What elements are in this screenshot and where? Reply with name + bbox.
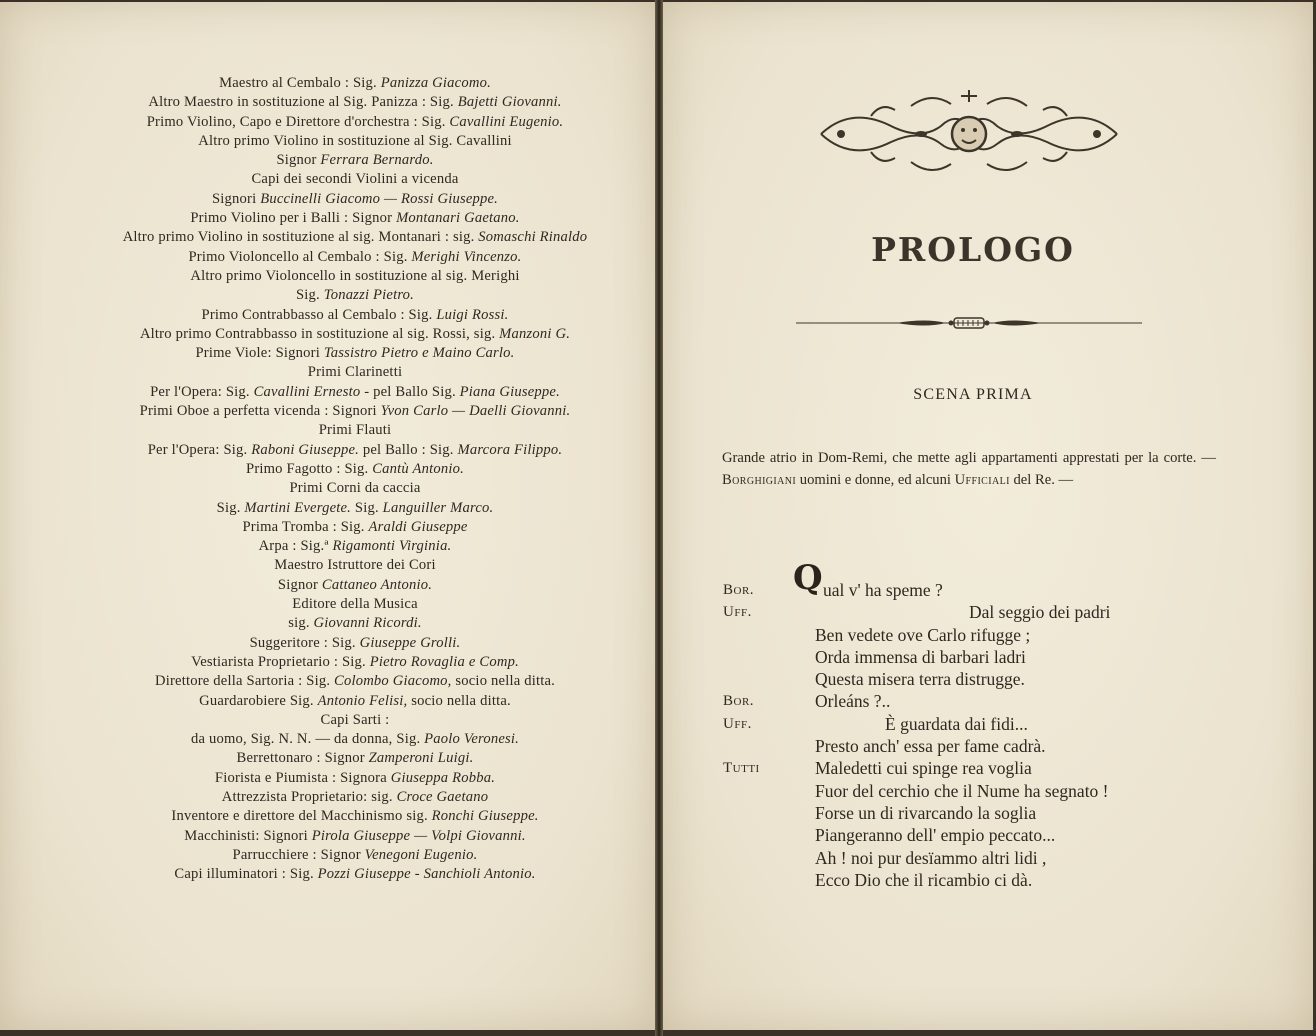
credit-role: Editore della Musica (292, 596, 418, 613)
credit-role: Altro primo Violoncello in sostituzione al sig. Merighi (190, 267, 520, 284)
credit-person-name: Luigi Rossi. (436, 306, 509, 323)
credit-person-name: Zamperoni Luigi. (368, 750, 474, 767)
credit-line (70, 209, 640, 228)
credit-role: Per l'Opera: Sig. (147, 441, 252, 458)
credit-line (70, 672, 640, 691)
credit-line (70, 556, 640, 575)
credit-person-name: Somaschi Rinaldo (478, 229, 588, 246)
personnel-list (70, 74, 640, 884)
credit-role: Primi Flauti (318, 422, 392, 439)
speaker-label: Tutti (723, 760, 760, 777)
credit-person-name: Yvon Carlo — Daelli Giovanni. (380, 403, 571, 420)
credit-line (70, 248, 640, 267)
credit-person-name: Tassistro Pietro e Maino Carlo. (323, 345, 515, 362)
credit-role: Direttore della Sartoria : Sig. (154, 673, 335, 690)
credit-line (70, 93, 640, 112)
credit-line (70, 846, 640, 865)
verse-text: Fuor del cerchio che il Nume ha segnato ! (815, 780, 1109, 801)
credit-person-name: Ferrara Bernardo. (320, 152, 434, 169)
credit-person-name: Pietro Rovaglia e Comp. (369, 653, 519, 670)
page-heading: PROLOGO (871, 230, 1075, 269)
credit-role: Primo Violoncello al Cembalo : Sig. (188, 248, 412, 265)
credit-role: Primo Violino per i Balli : Signor (190, 210, 397, 227)
credit-person-name: Cattaneo Antonio. (321, 576, 433, 593)
credit-line (70, 74, 640, 93)
credit-line (70, 479, 640, 498)
credit-person-name: Colombo Giacomo, (334, 673, 452, 690)
credit-role: pel Ballo : Sig. (359, 441, 458, 458)
credit-role: Primi Clarinetti (307, 364, 403, 381)
credit-person-name: Rigamonti Virginia. (332, 538, 452, 555)
verse-line (723, 624, 1243, 646)
credit-line (70, 692, 640, 711)
credit-role: Primi Oboe a perfetta vicenda : Signori (139, 403, 381, 420)
credit-role: Altro primo Violino in sostituzione al sig. Montanari : sig. (122, 229, 479, 246)
credit-line (70, 518, 640, 537)
credit-line (70, 595, 640, 614)
credit-role: Altro primo Contrabbasso in sostituzione al sig. Rossi, sig. (139, 325, 500, 342)
credit-role: Primi Corni da caccia (289, 480, 421, 497)
credit-role: Capi dei secondi Violini a vicenda (251, 171, 459, 188)
verse-text: Ecco Dio che il ricambio ci dà. (815, 869, 1033, 890)
verse-text: Orda immensa di barbari ladri (815, 646, 1026, 667)
credit-line (70, 634, 640, 653)
credit-person-name: Venegoni Eugenio. (364, 846, 478, 863)
credit-person-name: Bajetti Giovanni. (457, 94, 562, 111)
verse-text: Dal seggio dei padri (969, 602, 1111, 623)
credit-role: Sig. (295, 287, 324, 304)
credit-role: Suggeritore : Sig. (249, 634, 360, 651)
verse-text: Questa misera terra distrugge. (815, 669, 1025, 690)
credit-role: Macchinisti: Signori (184, 827, 312, 844)
verse-line (723, 646, 1243, 668)
credit-line (70, 711, 640, 730)
speaker-label: Uff. (723, 604, 752, 621)
credit-line (70, 769, 640, 788)
credit-role: Attrezzista Proprietario: sig. (221, 788, 397, 805)
credit-line (70, 653, 640, 672)
credit-line (70, 151, 640, 170)
verse-line (723, 869, 1243, 891)
credit-person-name: Cavallini Eugenio. (449, 113, 564, 130)
credit-person-name: Raboni Giuseppe. (251, 441, 359, 458)
credit-line (70, 499, 640, 518)
verse-line (723, 601, 1243, 623)
credit-role: Signor (277, 576, 322, 593)
credit-person-name: Ronchi Giuseppe. (431, 808, 539, 825)
credit-line (70, 865, 640, 884)
credit-role: Prima Tromba : Sig. (242, 518, 369, 535)
verse-text: Orleáns ?.. (815, 691, 891, 712)
credit-line (70, 286, 640, 305)
credit-line (70, 190, 640, 209)
verse-text: Forse un di rivarcando la soglia (815, 802, 1037, 823)
credit-person-name: Montanari Gaetano. (396, 210, 520, 227)
verse-line (723, 668, 1243, 690)
credit-line (70, 788, 640, 807)
verse-text: Ben vedete ove Carlo rifugge ; (815, 624, 1031, 645)
credit-line (70, 537, 640, 556)
verse-line (723, 757, 1243, 779)
decorative-rule-icon (796, 315, 1142, 331)
credit-line (70, 807, 640, 826)
credit-role: Signori (211, 190, 261, 207)
credit-role: Altro Maestro in sostituzione al Sig. Panizza : Sig. (148, 94, 458, 111)
credit-person-name: Languiller Marco. (382, 499, 494, 516)
verse-line (723, 780, 1243, 802)
credit-line (70, 132, 640, 151)
verse-line (723, 713, 1243, 735)
credit-role: Primo Contrabbasso al Cembalo : Sig. (201, 306, 437, 323)
verse-text: ual v' ha speme ? (823, 580, 943, 600)
credit-person-name: Pozzi Giuseppe - Sanchioli Antonio. (317, 866, 536, 883)
credit-role: - pel Ballo Sig. (360, 383, 460, 400)
credit-person-name: Manzoni G. (499, 325, 571, 342)
verse-line (723, 558, 1243, 601)
credit-role: Berrettonaro : Signor (236, 750, 369, 767)
credit-role: socio nella ditta. (407, 692, 511, 709)
speaker-label: Uff. (723, 715, 752, 732)
credit-role: Capi Sarti : (320, 711, 390, 728)
credit-role: Sig. (216, 499, 245, 516)
credit-role: Primo Violino, Capo e Direttore d'orchestra : Sig. (146, 113, 450, 130)
credit-line (70, 402, 640, 421)
credit-line (70, 614, 640, 633)
verse-line (723, 690, 1243, 712)
credit-line (70, 383, 640, 402)
credit-person-name: Piana Giuseppe. (459, 383, 560, 400)
verse-text: Presto anch' essa per fame cadrà. (815, 736, 1046, 757)
credit-role: socio nella ditta. (451, 673, 556, 690)
drop-cap: Q (793, 558, 823, 598)
credit-role: Fiorista e Piumista : Signora (214, 769, 391, 786)
verse-text: Ah ! noi pur desïammo altri lidi , (815, 847, 1047, 868)
credit-person-name: Giovanni Ricordi. (313, 615, 422, 632)
speaker-label: Bor. (723, 693, 755, 710)
verse-line (723, 802, 1243, 824)
description-text: del Re. — (1009, 472, 1074, 488)
credit-role: Altro primo Violino in sostituzione al Sig. Cavallini (198, 132, 512, 149)
credit-role: Primo Fagotto : Sig. (246, 460, 373, 477)
verse-block (723, 558, 1243, 891)
credit-person-name: Cantù Antonio. (372, 460, 464, 477)
verse-text: È guardata dai fidi... (885, 713, 1028, 734)
credit-person-name: Giuseppa Robba. (390, 769, 496, 786)
verse-line (723, 824, 1243, 846)
credit-person-name: Giuseppe Grolli. (359, 634, 461, 651)
credit-role: Guardarobiere Sig. (199, 692, 318, 709)
credit-person-name: Merighi Vincenzo. (411, 248, 522, 265)
credit-person-name: Croce Gaetano (396, 788, 489, 805)
credit-role: Maestro al Cembalo : Sig. (219, 75, 381, 91)
credit-role: Vestiarista Proprietario : Sig. (191, 653, 370, 670)
credit-line (70, 267, 640, 286)
credit-person-name: Paolo Veronesi. (424, 731, 520, 748)
credit-person-name: Cavallini Ernesto (253, 383, 361, 400)
credit-line (70, 749, 640, 768)
credit-line (70, 170, 640, 189)
credit-role: Per l'Opera: Sig. (150, 383, 254, 400)
speaker-label: Bor. (723, 582, 755, 598)
verse-line (723, 735, 1243, 757)
scene-description (722, 447, 1216, 491)
credit-person-name: Buccinelli Giacomo — Rossi Giuseppe. (260, 190, 499, 207)
credit-role: Inventore e direttore del Macchinismo sig. (171, 808, 432, 825)
book-gutter (655, 0, 663, 1036)
credit-role: Arpa : Sig.ª (258, 538, 333, 555)
scene-title: SCENA PRIMA (913, 386, 1033, 403)
credit-role: Capi illuminatori : Sig. (174, 866, 318, 883)
description-smallcaps: Borghigiani (722, 472, 797, 488)
verse-line (723, 847, 1243, 869)
credit-line (70, 344, 640, 363)
credit-line (70, 827, 640, 846)
description-smallcaps: Ufficiali (954, 472, 1010, 488)
credit-role: Maestro Istruttore dei Cori (274, 557, 436, 574)
ornament-cherub-icon (811, 86, 1127, 182)
credit-person-name: Pirola Giuseppe — Volpi Giovanni. (311, 827, 526, 844)
credit-line (70, 421, 640, 440)
credit-person-name: Araldi Giuseppe (368, 518, 468, 535)
credit-role: Parrucchiere : Signor (232, 846, 365, 863)
description-text: uomini e donne, ed alcuni (796, 472, 955, 488)
credit-role: sig. (288, 615, 314, 632)
credit-role: Prime Viole: Signori (195, 345, 324, 362)
credit-person-name: Panizza Giacomo. (380, 75, 491, 91)
credit-role: Sig. (351, 499, 383, 516)
credit-line (70, 460, 640, 479)
credit-line (70, 441, 640, 460)
credit-role: da uomo, Sig. N. N. — da donna, Sig. (190, 731, 425, 748)
credit-person-name: Tonazzi Pietro. (323, 287, 415, 304)
description-text: Grande atrio in Dom-Remi, che mette agli appartamenti apprestati per la corte. — (722, 450, 1216, 466)
credit-line (70, 306, 640, 325)
credit-line (70, 113, 640, 132)
verse-text: Maledetti cui spinge rea voglia (815, 758, 1032, 779)
credit-person-name: Antonio Felisi, (317, 692, 408, 709)
credit-line (70, 363, 640, 382)
credit-line (70, 576, 640, 595)
credit-line (70, 325, 640, 344)
credit-role: Signor (276, 152, 321, 169)
credit-line (70, 730, 640, 749)
credit-line (70, 228, 640, 247)
verse-text: Piangeranno dell' empio peccato... (815, 825, 1056, 846)
credit-person-name: Marcora Filippo. (457, 441, 563, 458)
credit-person-name: Martini Evergete. (244, 499, 352, 516)
